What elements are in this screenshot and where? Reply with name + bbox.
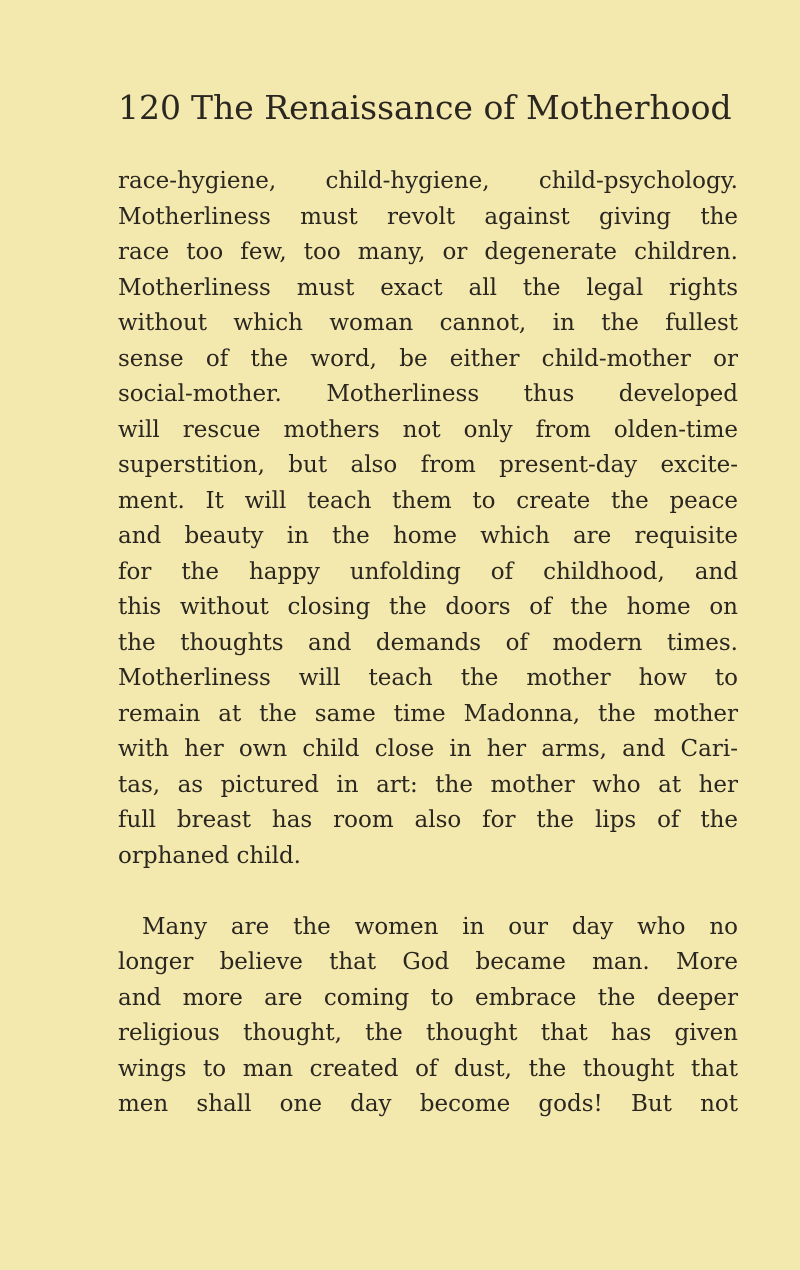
text-line: superstition, but also from present-day excite- bbox=[118, 452, 738, 478]
text-line: remain at the same time Madonna, the mother bbox=[118, 700, 738, 727]
paragraph-gap bbox=[118, 874, 738, 910]
text-line: the thoughts and demands of modern times. bbox=[118, 629, 738, 656]
text-line: full breast has room also for the lips of the bbox=[118, 807, 738, 833]
text-line: Many are the women in our day who no bbox=[142, 913, 738, 940]
text-line: and beauty in the home which are requisite bbox=[118, 523, 738, 549]
text-line: ment. It will teach them to create the peace bbox=[118, 487, 738, 514]
book-title: The Renaissance of Motherhood bbox=[191, 88, 732, 127]
text-line: sense of the word, be either child-mother or bbox=[118, 345, 738, 372]
text-line: this without closing the doors of the home on bbox=[118, 594, 738, 620]
body-text bbox=[118, 164, 738, 1123]
paragraph-2 bbox=[118, 910, 738, 1123]
text-line: race too few, too many, or degenerate children. bbox=[118, 239, 738, 265]
text-line: religious thought, the thought that has given bbox=[118, 1020, 738, 1046]
text-line: men shall one day become gods! But not bbox=[118, 1091, 738, 1117]
text-line: social-mother. Motherliness thus developed bbox=[118, 381, 738, 407]
text-line: wings to man created of dust, the thought that bbox=[118, 1055, 738, 1082]
text-line: Motherliness must exact all the legal rights bbox=[118, 274, 738, 301]
text-line: longer believe that God became man. More bbox=[118, 949, 738, 975]
running-head bbox=[118, 88, 738, 128]
page-number: 120 bbox=[118, 88, 181, 127]
text-line: with her own child close in her arms, and Cari- bbox=[118, 736, 738, 762]
text-line: for the happy unfolding of childhood, and bbox=[118, 558, 738, 585]
text-line: Motherliness will teach the mother how to bbox=[118, 665, 738, 691]
text-line: race-hygiene, child-hygiene, child-psychology. bbox=[118, 168, 738, 194]
text-line: and more are coming to embrace the deeper bbox=[118, 984, 738, 1011]
text-line: tas, as pictured in art: the mother who at her bbox=[118, 771, 738, 798]
text-line: without which woman cannot, in the fullest bbox=[118, 310, 738, 336]
text-line: orphaned child. bbox=[118, 842, 301, 869]
paragraph-1 bbox=[118, 164, 738, 874]
text-line: will rescue mothers not only from olden-time bbox=[118, 416, 738, 443]
text-line: Motherliness must revolt against giving the bbox=[118, 203, 738, 230]
